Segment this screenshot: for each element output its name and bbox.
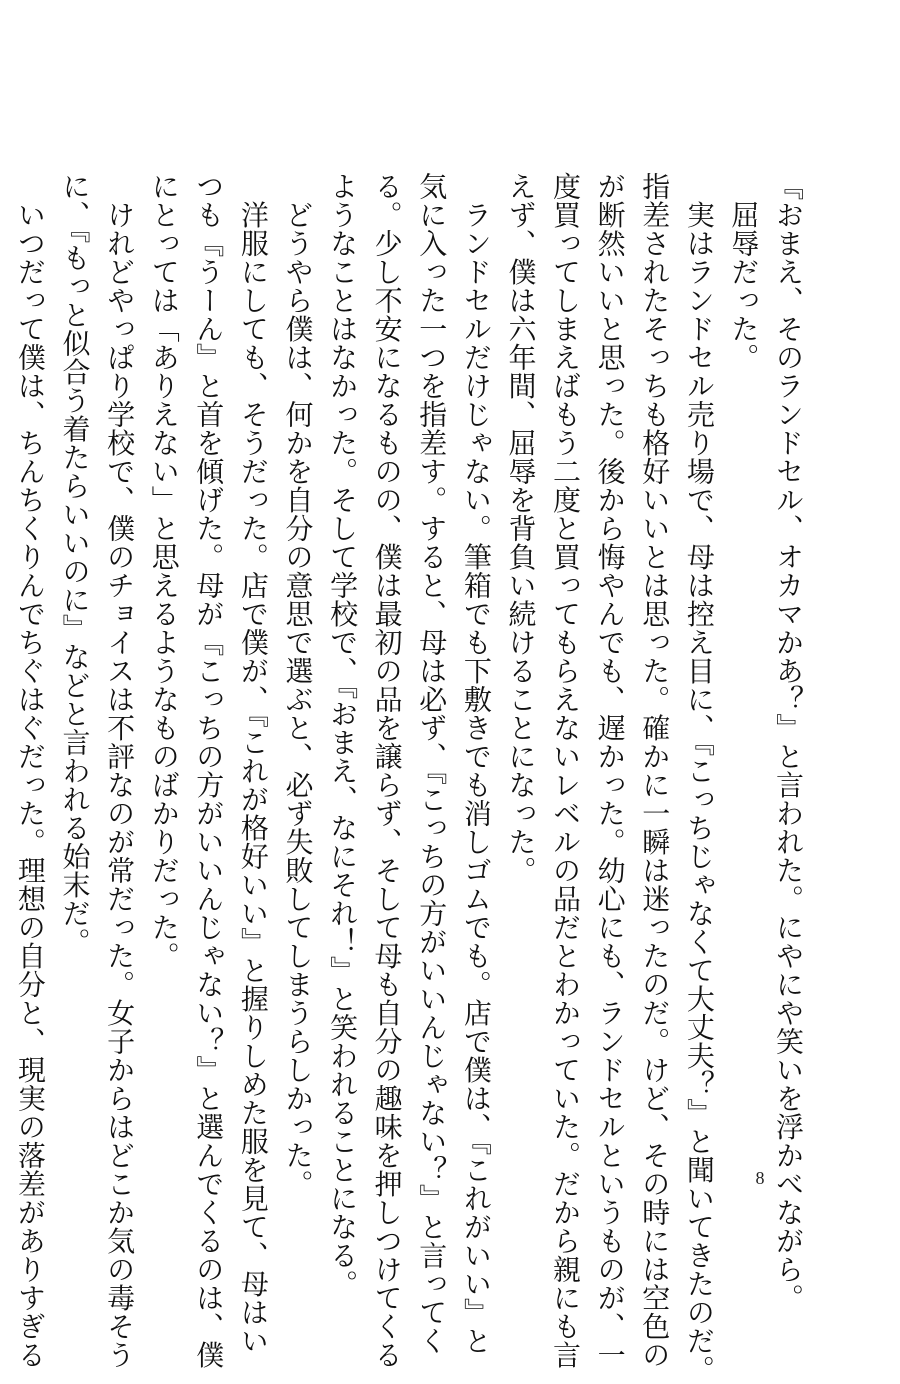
text-line: つも『うーん』と首を傾げた。母が『こっちの方がいいんじゃない？』と選んでくるのは、僕 [192,172,226,1369]
text-line: ようなことはなかった。そして学校で、『おまえ、なにそれ！』と笑われることになる。 [326,172,360,1298]
text-line: 洋服にしても、そうだった。店で僕が、『これが格好いい』と握りしめた服を見て、母はい [236,172,270,1355]
page-number: 8 [755,1168,765,1188]
text-line: えず、僕は六年間、屈辱を背負い続けることになった。 [504,172,538,885]
text-line: 気に入った一つを指差す。すると、母は必ず、『こっちの方がいいんじゃない？』と言ってく [415,172,449,1355]
text-line: 『おまえ、そのランドセル、オカマかあ？』と言われた。にやにや笑いを浮かべながら。 [772,172,805,1312]
text-line: 実はランドセル売り場で、母は控え目に、『こっちじゃなくて大丈夫？』と聞いてきたのだ。 [682,172,716,1384]
text-line: けれどやっぱり学校で、僕のチョイスは不評なのが常だった。女子からはどこか気の毒そう [103,172,137,1369]
text-line: が断然いいと思った。後から悔やんでも、遅かった。幼心にも、ランドセルというものが、一 [593,172,627,1369]
text-line: 屈辱だった。 [727,172,761,372]
text-line: 指差されたそっちも格好いいとは思った。確かに一瞬は迷ったのだ。けど、その時には空色の [638,172,672,1369]
text-line: る。少し不安になるものの、僕は最初の品を譲らず、そして母も自分の趣味を押しつけてくる [370,172,404,1369]
text-line: 度買ってしまえばもう二度と買ってもらえないレベルの品だとわかっていた。だから親にも言 [549,172,583,1369]
text-line: にとっては「ありえない」と思えるようなものばかりだった。 [147,172,181,970]
body-text [7,172,810,1384]
text-line: に、『もっと似合う着たらいいのに』などと言われる始末だ。 [58,172,92,956]
text-line: ランドセルだけじゃない。筆箱でも下敷きでも消しゴムでも。店で僕は、『これがいい』と [459,172,493,1355]
text-line: どうやら僕は、何かを自分の意思で選ぶと、必ず失敗してしまうらしかった。 [281,172,315,1198]
text-line: いつだって僕は、ちんちくりんでちぐはぐだった。理想の自分と、現実の落差がありすぎる [13,172,47,1369]
